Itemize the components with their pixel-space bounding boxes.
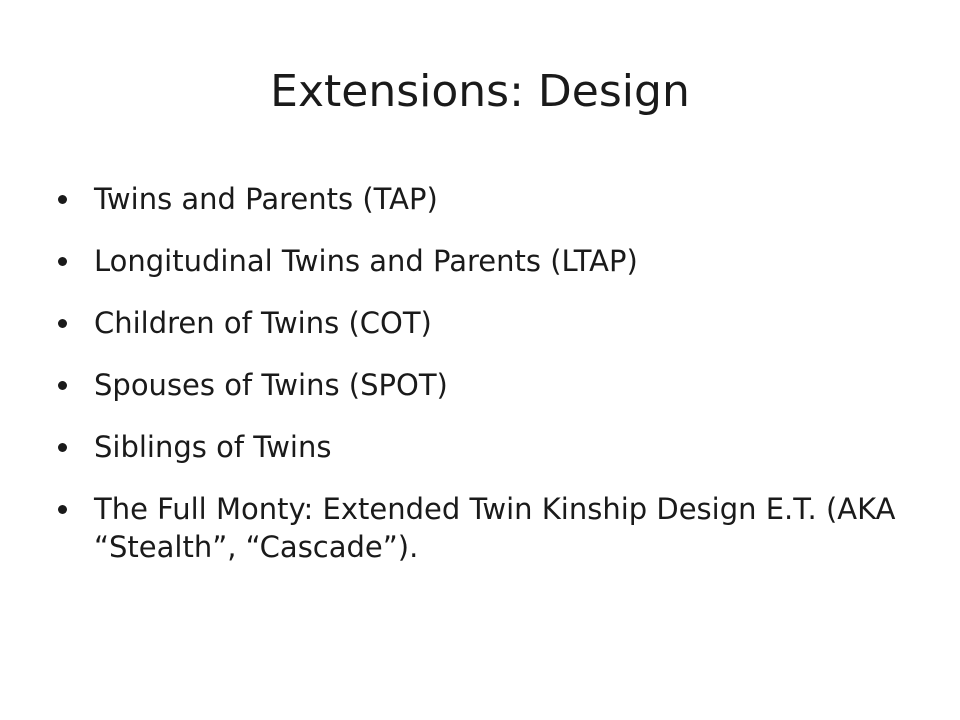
bullet-item-siblings	[58, 428, 918, 466]
bullet-text: Twins and Parents (TAP)	[94, 182, 438, 216]
bullet-icon	[58, 257, 67, 266]
slide-title: Extensions: Design	[270, 66, 690, 117]
bullet-text: Spouses of Twins (SPOT)	[94, 368, 448, 402]
bullet-text: Siblings of Twins	[94, 430, 332, 464]
bullet-icon	[58, 319, 67, 328]
bullet-item-ltap	[58, 242, 918, 280]
bullet-item-cot	[58, 304, 918, 342]
bullet-text: The Full Monty: Extended Twin Kinship Design E.T. (AKA “Stealth”, “Cascade”).	[94, 492, 896, 564]
bullet-icon	[58, 381, 67, 390]
bullet-text: Children of Twins (COT)	[94, 306, 432, 340]
bullet-icon	[58, 195, 67, 204]
bullet-text: Longitudinal Twins and Parents (LTAP)	[94, 244, 638, 278]
bullet-list	[58, 180, 918, 590]
bullet-icon	[58, 443, 67, 452]
bullet-icon	[58, 505, 67, 514]
bullet-item-tap	[58, 180, 918, 218]
bullet-item-full-monty	[58, 490, 918, 566]
bullet-item-spot	[58, 366, 918, 404]
